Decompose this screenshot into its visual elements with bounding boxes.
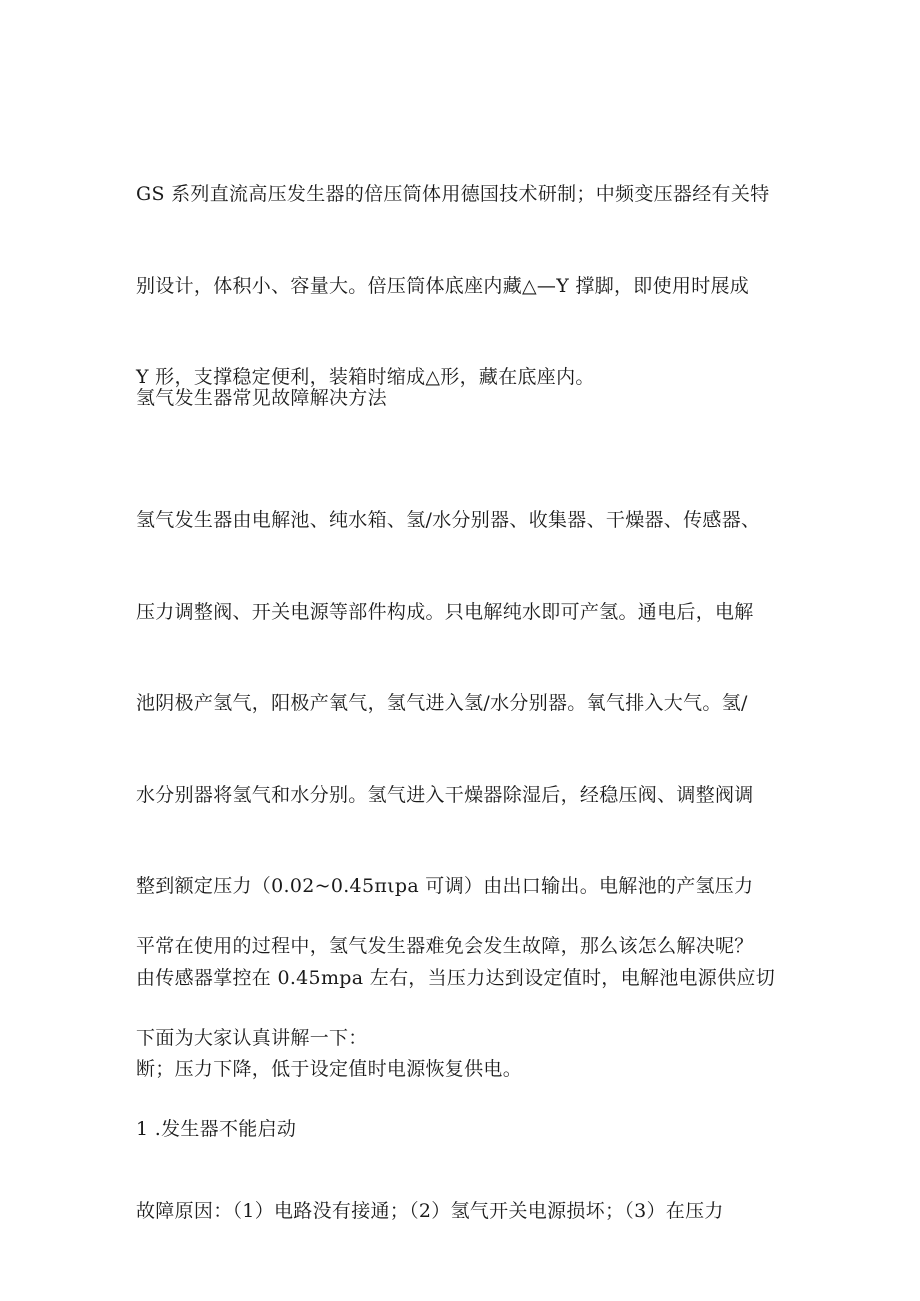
text-line: 整到额定压力（0.02~0.45πιpa 可调）由出口输出。电解池的产氢压力 [136, 875, 754, 897]
text-line: 氢气发生器由电解池、纯水箱、氢/水分别器、收集器、干燥器、传感器、 [136, 509, 761, 531]
text-line: 池阴极产氢气，阳极产氧气，氢气进入氢/水分别器。氧气排入大气。氢/ [136, 692, 748, 714]
text-line: 下面为大家认真讲解一下： [136, 1026, 368, 1049]
text-line: 平常在使用的过程中，氢气发生器难免会发生故障，那么该怎么解决呢？ [136, 935, 754, 957]
text-line: 水分别器将氢气和水分别。氢气进入干燥器除湿后，经稳压阀、调整阀调 [136, 783, 754, 806]
text-line: 压力调整阀、开关电源等部件构成。只电解纯水即可产氢。通电后，电解 [136, 600, 754, 623]
fault-cause-paragraph [136, 1135, 786, 1288]
text-line: Y 形，支撑稳定便利，装箱时缩成△形，藏在底座内。 [136, 366, 595, 388]
text-line: 断；压力下降，低于设定值时电源恢复供电。 [136, 1058, 523, 1080]
heading-text: 氢气发生器常见故障解决方法 [136, 387, 387, 409]
text-line: 故障原因：（1）电路没有接通；（2）氢气开关电源损坏；（3）在压力 [136, 1200, 724, 1222]
text-line: GS 系列直流高压发生器的倍压筒体用德国技术研制；中频变压器经有关特 [136, 183, 770, 205]
list-item-title: 1 .发生器不能启动 [136, 1118, 297, 1140]
text-line: 由传感器掌控在 0.45mpa 左右，当压力达到设定值时，电解池电源供应切 [136, 966, 775, 989]
text-line: 别设计，体积小、容量大。倍压筒体底座内藏△—Y 撑脚，即使用时展成 [136, 274, 750, 297]
